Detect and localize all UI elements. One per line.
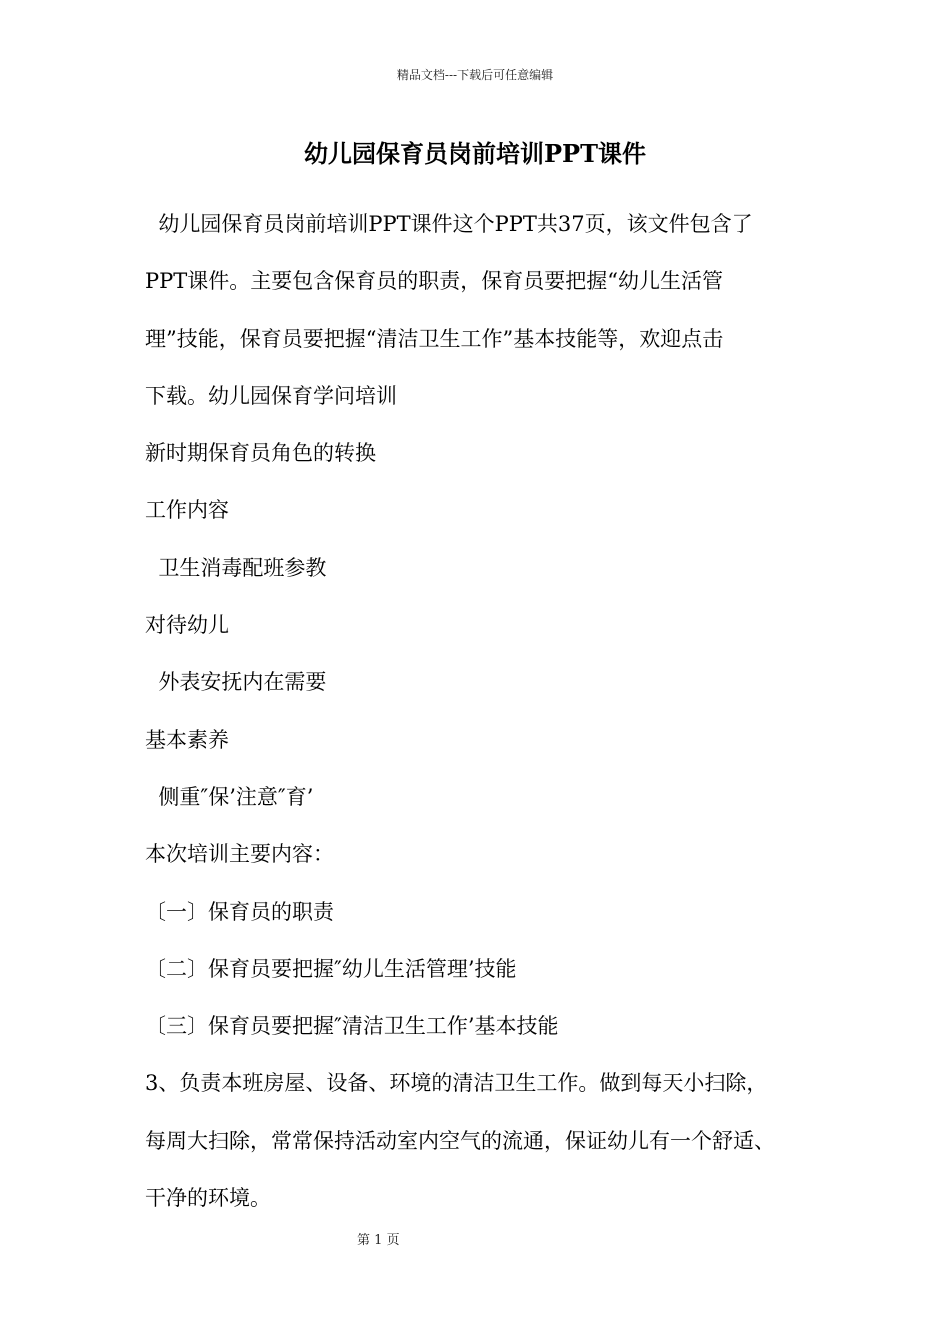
body-line: 每周大扫除，常常保持活动室内空气的流通，保证幼儿有一个舒适、 [145, 1128, 775, 1153]
body-line: 卫生消毒配班参教 [145, 555, 327, 580]
body-line: 对待幼儿 [145, 613, 229, 638]
header-note: 精品文档---下载后可任意编辑 [396, 68, 554, 82]
footer-suffix: 页 [386, 1233, 400, 1248]
body-line: 〔三〕保育员要把握″清洁卫生工作’基本技能 [145, 1014, 559, 1039]
body-line: 外表安抚内在需要 [145, 670, 327, 695]
body-line: 幼儿园保育员岗前培训PPT课件这个PPT共37页，该文件包含了 [145, 212, 753, 236]
body-line: 3、负责本班房屋、设备、环境的清洁卫生工作。做到每天小扫除， [145, 1071, 768, 1096]
document-body [145, 196, 825, 1227]
body-line: 新时期保育员角色的转换 [145, 441, 376, 466]
body-line: 工作内容 [145, 498, 229, 523]
body-line: 侧重″保’注意″育’ [145, 784, 314, 809]
document-title: 幼儿园保育员岗前培训PPT课件 [304, 139, 646, 168]
page-number: 1 [374, 1233, 383, 1248]
body-line: 下载。幼儿园保育学问培训 [145, 383, 397, 408]
body-line: 本次培训主要内容： [145, 842, 334, 867]
body-line: 干净的环境。 [145, 1186, 271, 1211]
body-line: 〔二〕保育员要把握″幼儿生活管理’技能 [145, 956, 517, 981]
footer-prefix: 第 [357, 1233, 371, 1248]
body-line: 〔一〕保育员的职责 [145, 899, 334, 924]
body-line: PPT课件。主要包含保育员的职责，保育员要把握“幼儿生活管 [145, 269, 724, 294]
page-footer [357, 1229, 400, 1248]
body-line: 基本素养 [145, 727, 229, 752]
body-line: 理”技能，保育员要把握“清洁卫生工作”基本技能等，欢迎点击 [145, 326, 724, 351]
